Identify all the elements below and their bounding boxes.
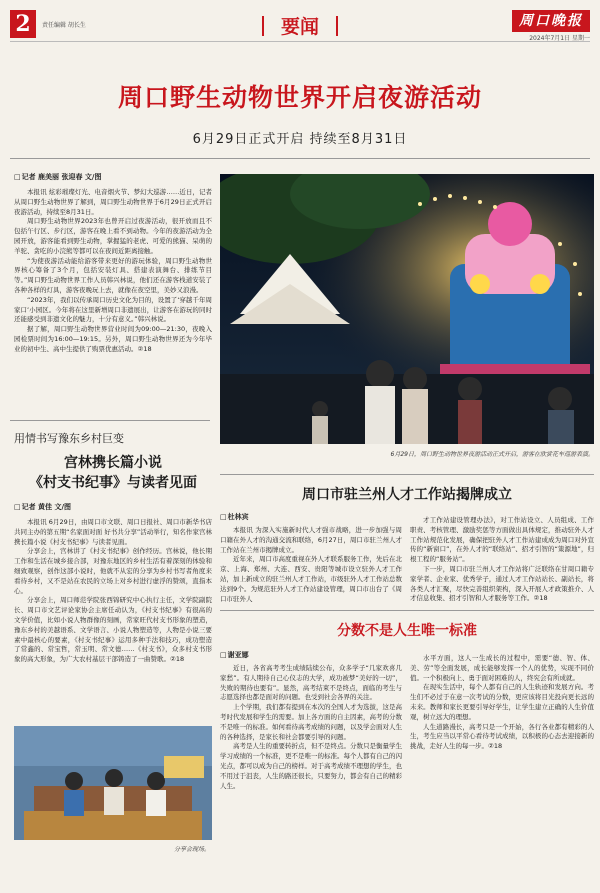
divider xyxy=(220,474,594,475)
story3-body-right xyxy=(410,516,594,604)
story4-text-right xyxy=(410,654,594,752)
story2-photo xyxy=(14,726,212,840)
lead-photo xyxy=(220,174,594,444)
story3-byline: □ 杜林宾 xyxy=(220,512,402,522)
editors-line: 责任编辑 胡长生 xyxy=(42,22,86,29)
story4-text-left xyxy=(220,664,402,791)
paragraph: 分享会上，宫林讲了《村支书纪事》创作经历。宫林说，他长期工作和生活在城乡接合部，对豫东地区的乡村生活有着深刻的体验和细致观察，创作这部小说时，他就不从宏的分享为乡村书写者角度来看待乡村，又不是站在农民的立场上对乡村进行虚浮的赞颂，直指本心。 xyxy=(14,547,212,595)
story4-body-left xyxy=(220,650,402,791)
issue-date: 2024年7月1日 星期一 xyxy=(529,35,590,42)
divider xyxy=(10,158,590,159)
story2-kicker: 用情书写豫东乡村巨变 xyxy=(14,432,124,445)
masthead xyxy=(10,8,590,42)
paragraph: 上个学期，我们都有提到在本次的全国人才为选拔，这是高考时代发展和学生的需要。加上各方面的自主因素，高考的分数不是唯一的标准。如何看待高考成绩的问题，以及学会面对人生的各种选择，是家长和社会都要引导的问题。 xyxy=(220,703,402,741)
lead-photo-caption: 6月29日，周口野生动物世界夜游活动正式开启，游客在欣赏花车巡游表演。 xyxy=(390,451,594,458)
paragraph: 分享会上，周口师范学院张西锦研究中心执行主任，文学院副院长、周口市文艺评论家协会主席任动认为，《村支书纪事》有很高的文学价值，比如小说人物群像的刻画，常家旺代村支书形象的塑造，豫东乡村的美越语系、文学语言、小说人物塑造等，人物是小说三要素中最核心的要素，《村支书纪事》运用多种手法和技巧，成功塑造了常鑫的、常宝哲，常玉明、常文德……《村支书》，众多村支书形象的高大形象，为广大农村基层干部铸造了一曲赞歌。②18 xyxy=(14,596,212,664)
divider xyxy=(220,610,594,611)
paragraph: 周口野生动物世界2023年也曾开启过夜游活动，很开放而且不包括午行区、步行区，游客在晚上看不到动物。今年的夜游活动为全园开放，游客能看到野生动物，掌握猛的老虎、可爱的熊猫、呆萌的羊驼、贪吃的小浣熊等都可以在夜间近距离接触。 xyxy=(14,217,212,255)
story4-body-right xyxy=(410,654,594,752)
section-title: 要闻 xyxy=(240,12,360,39)
paragraph: “2023年，我们以传承周口历史文化为目的，设置了‘穿越千年周家口’小园区。今年将在这里新增周口非遗展出，让游客在游玩的同时还能感受到非遗文化的魅力，十分有意义。”韩兴林说。 xyxy=(14,295,212,324)
story3-title: 周口市驻兰州人才工作站揭牌成立 xyxy=(302,487,512,503)
lead-story xyxy=(14,172,212,355)
story2-text xyxy=(14,518,212,665)
story2-title-line2: 《村支书纪事》与读者见面 xyxy=(29,475,197,491)
story3-text-left xyxy=(220,526,402,604)
divider xyxy=(10,420,210,421)
lead-headline: 周口野生动物世界开启夜游活动 xyxy=(117,83,482,112)
paragraph: 本报讯 为深入实施新时代人才强市战略，进一步加强与周口籍在外人才的沟通交流和联络，6月27日，周口市驻兰州人才工作站在兰州市揭牌成立。 xyxy=(220,526,402,554)
paragraph: 在现实生活中，每个人都有自己的人生轨迹和发展方向。考生们不必过于在意一次考试的分数，更应该将目光投向更长远的未来。教师和家长更要引导好学生，让学生建立正确的人生价值观，树立远大的理想。 xyxy=(410,683,594,721)
newspaper-logo: 周口晚报 xyxy=(512,10,590,32)
paragraph: 下一步，周口市驻兰州人才工作站将广泛联络在甘周口籍专家学者、企业家、优秀学子，通过人才工作站站长、副站长，将各类人才汇聚，尽快完善组织架构，深入开展人才政策推介、人才信息收集、招才引智和人才服务等工作。②18 xyxy=(410,564,594,603)
paragraph: 本报讯 炫彩璀璨灯光、电音烟火节、梦幻大巡游……近日，记者从周口野生动物世界了解到，周口野生动物世界于6月29日正式开启夜游活动，持续至8月31日。 xyxy=(14,188,212,216)
page-number: 2 xyxy=(10,10,36,38)
paragraph: 近日，各省高考考生成绩陆续公布，众多学子“几家欢喜几家愁”。有人期待自己心仪志的大学，成功被梦“美好的一切”，失败的期待也要有”。显然，高考结束不是终点，面临的考生与志愿选择也都是面对的问题。也受到社会各界的关注。 xyxy=(220,664,402,702)
night-parade-illustration xyxy=(220,174,594,444)
story4-byline: □ 谢亚娜 xyxy=(220,650,402,660)
paragraph: 近年来，周口市高度重视在外人才联系服务工作，先后在北京、上海、郑州、大连、西安、贵阳等城市设立驻外人才工作站，加上新成立的驻兰州人才工作站，市级驻外人才工作站总数达到9个。为规范驻外人才工作站建设管理，周口市出台了《周口市驻外人 xyxy=(220,555,402,603)
book-talk-illustration xyxy=(14,726,212,840)
story4-title: 分数不是人生唯一标准 xyxy=(337,623,477,639)
paragraph: 高考是人生的重要转折点，但不是终点。分数只是衡量学生学习成绩的一个标准，更不是唯一的标准。每个人都有自己的闪光点，都可以成为自己的榜样。对于高考成绩不理想的学生，也不用过于沮丧，人生的路还很长，只要努力，都会有自己的精彩人生。 xyxy=(220,742,402,790)
paragraph: 才工作站建设管理办法》，对工作站设立、人员组成、工作职责、考核管理、激励奖惩等方面做出具体规定，推动驻外人才工作站规范化发展，确保把驻外人才工作站建成成为周口对外宣传的“新窗口”，在外人才的“联络站”、招才引智的“策源地”，归根工程的“服务站”。 xyxy=(410,516,594,564)
paragraph: 水平方面，这人一生成长的过程中，需要“德、智、体、美、劳”等全面发展，成长能够发挥一个人的优势，实现不同价值。一个积极向上、勇于面对困难的人，终究会有所成就。 xyxy=(410,654,594,682)
paragraph: “为使夜游活动能给游客带来更好的游玩体验，周口野生动物世界核心筹备了3个月，包括安装灯具、搭建表演舞台、排练节目等。”周口野生动物世界工作人员韩兴林说，他们还在游客栈道安装了各种各样的灯具，游客夜晚玩上去，就像在夜空里，美妙又浪漫。 xyxy=(14,256,212,294)
paragraph: 据了解，周口野生动物世界营业时间为09:00—21:30，夜晚入园检票时间为16:00—19:15。另外，周口野生动物世界还为今年毕业的初中生、高中生提供了购票优惠活动。②18 xyxy=(14,325,212,353)
lead-body xyxy=(14,188,212,355)
story2-photo-caption: 分享会现场。 xyxy=(173,846,210,853)
lead-byline: □ 记者 鹿美丽 张迎春 文/图 xyxy=(14,172,212,182)
paragraph: 本报讯 6月29日，由周口市文联、周口日报社、周口市新华书店共同主办的第五期“名家面对面 好书共分享”活动举行，知名作家宫林携长篇小说《村支书纪事》与读者见面。 xyxy=(14,518,212,546)
paragraph: 人生道路漫长，高考只是一个开始，各行各业都有精彩的人生，考生应当以平常心看待考试成绩，以积极的心态去迎接新的挑战，走好人生的每一步。②18 xyxy=(410,722,594,751)
story2-title-line1: 宫林携长篇小说 xyxy=(64,455,162,471)
story3-body-left xyxy=(220,512,402,604)
story3-text-right xyxy=(410,516,594,604)
lead-subhead: 6月29日正式开启 持续至8月31日 xyxy=(192,132,408,147)
story2-byline: □ 记者 黄佳 文/图 xyxy=(14,502,212,512)
story2-body xyxy=(14,502,212,665)
